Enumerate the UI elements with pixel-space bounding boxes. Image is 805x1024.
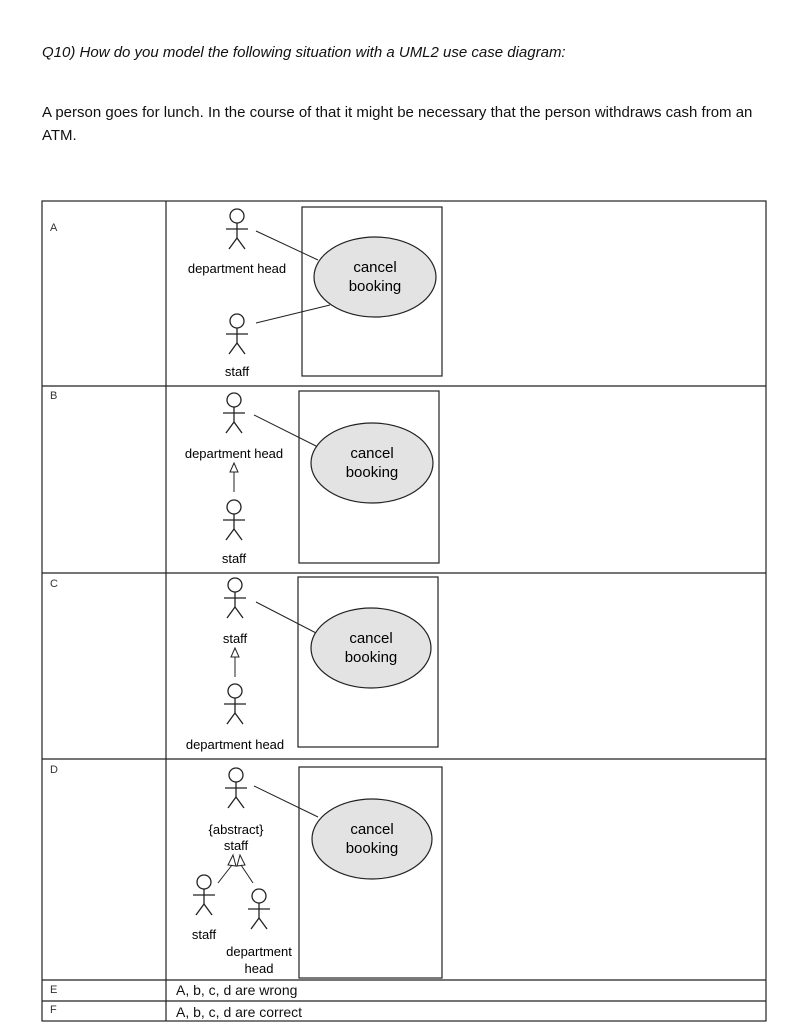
use-case-label: booking <box>345 464 399 481</box>
actor-icon <box>248 889 270 929</box>
actor-icon <box>193 875 215 915</box>
use-case-ellipse <box>314 237 436 317</box>
option-c-diagram <box>186 577 438 752</box>
actor-icon <box>223 500 245 540</box>
generalization-arrow <box>237 855 245 866</box>
actor-label: staff <box>221 551 247 566</box>
actor-label: staff <box>222 631 248 646</box>
generalization-line <box>241 865 253 883</box>
association-line <box>254 786 318 817</box>
actor-label: head <box>244 961 274 976</box>
question-text: Q10) How do you model the following situation with a UML2 use case diagram: <box>42 44 566 61</box>
option-b-diagram <box>185 391 439 566</box>
table-grid <box>42 201 766 1021</box>
option-letter-e: E <box>50 984 58 996</box>
actor-icon <box>223 393 245 433</box>
actor-icon <box>224 578 246 618</box>
option-f-text: A, b, c, d are correct <box>176 1004 303 1020</box>
generalization-line <box>218 865 232 883</box>
association-line <box>254 415 318 447</box>
option-letter-f: F <box>50 1004 57 1016</box>
actor-label: department head <box>184 446 284 461</box>
generalization-arrow <box>230 463 238 472</box>
use-case-label: booking <box>344 649 398 666</box>
option-letter-c: C <box>50 578 58 590</box>
use-case-ellipse <box>312 799 432 879</box>
actor-icon <box>226 209 248 249</box>
option-a-diagram <box>188 207 442 379</box>
use-case-ellipse <box>311 608 431 688</box>
use-case-label: cancel <box>349 630 393 647</box>
actor-label: staff <box>223 838 249 853</box>
actor-label: department head <box>185 737 285 752</box>
use-case-label: booking <box>345 840 399 857</box>
actor-label: staff <box>191 927 217 942</box>
association-line <box>256 231 318 260</box>
use-case-ellipse <box>311 423 433 503</box>
abstract-label: {abstract} <box>208 822 264 837</box>
actor-label: department head <box>187 261 287 276</box>
option-letter-d: D <box>50 764 58 776</box>
option-letter-a: A <box>50 222 58 234</box>
actor-label: department <box>226 944 292 959</box>
option-d-diagram <box>192 767 442 978</box>
option-e-text: A, b, c, d are wrong <box>176 982 298 998</box>
association-line <box>256 305 330 323</box>
use-case-label: cancel <box>350 445 394 462</box>
actor-label: staff <box>224 364 250 379</box>
option-letter-b: B <box>50 390 58 402</box>
use-case-label: booking <box>348 278 402 295</box>
generalization-arrow <box>228 855 236 866</box>
association-line <box>256 602 318 634</box>
actor-icon <box>224 684 246 724</box>
actor-icon <box>226 314 248 354</box>
use-case-label: cancel <box>353 259 397 276</box>
generalization-arrow <box>231 648 239 657</box>
use-case-label: cancel <box>350 821 394 838</box>
actor-icon <box>225 768 247 808</box>
scenario-text: A person goes for lunch. In the course of that it might be necessary that the person withdraws cash from an ATM. <box>42 104 753 144</box>
